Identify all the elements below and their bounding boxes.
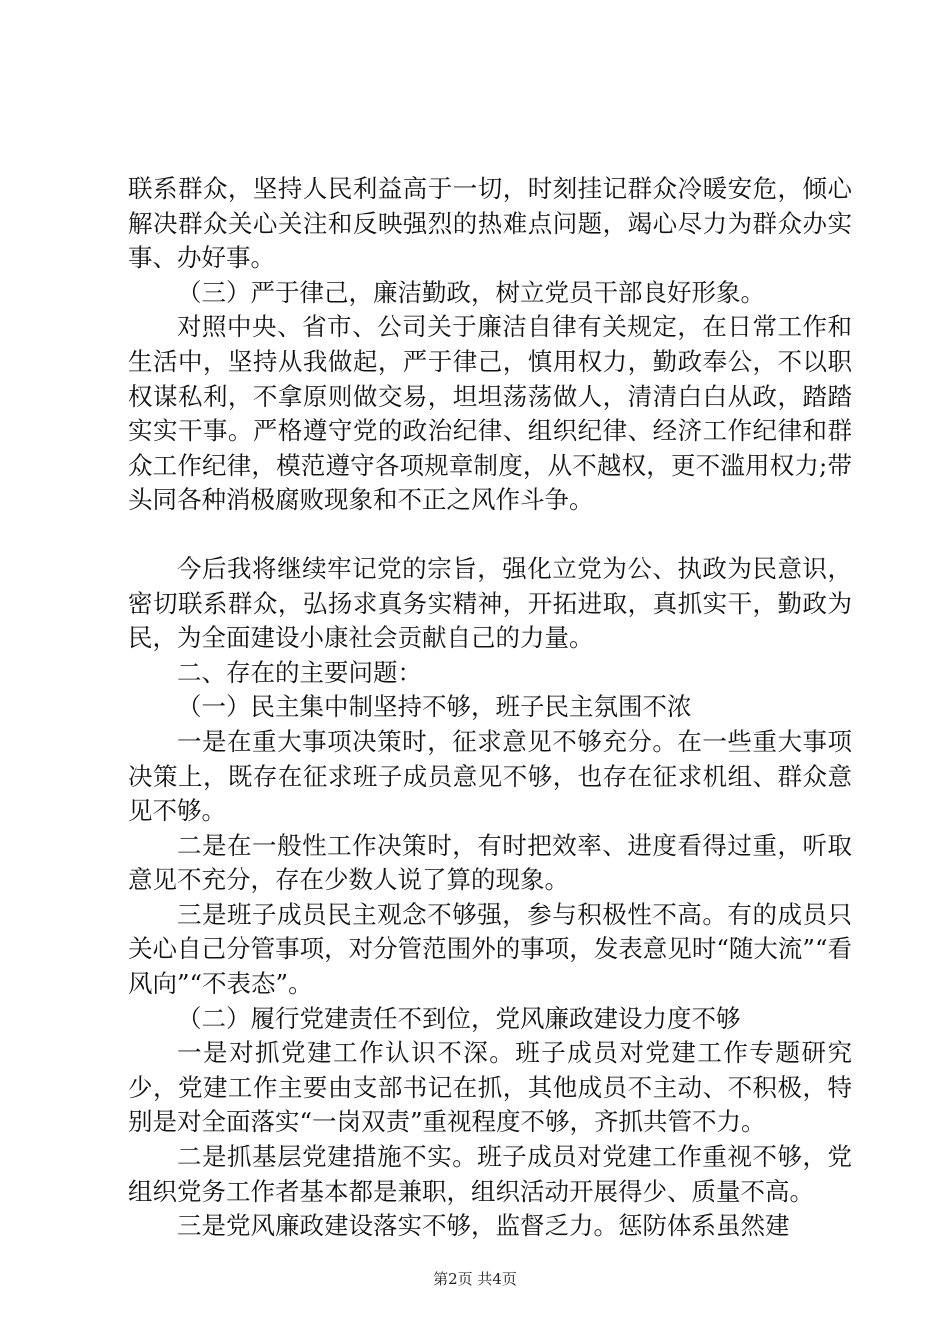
paragraph-integrity: 对照中央、省市、公司关于廉洁自律有关规定，在日常工作和生活中，坚持从我做起，严于律己，慎用权力，勤政奉公，不以职权谋私利，不拿原则做交易，坦坦荡荡做人，清清白白从政，踏踏实实干事。严格遵守党的政治纪律、组织纪律、经济工作纪律和群众工作纪律，模范遵守各项规章制度，从不越权，更不滥用权力;带头同各种消极腐败现象和不正之风作斗争。 xyxy=(128,312,852,515)
paragraph-spacer xyxy=(128,518,852,552)
paragraph-problem-2-1: 一是对抓党建工作认识不深。班子成员对党建工作专题研究少，党建工作主要由支部书记在抓，其他成员不主动、不积极，特别是对全面落实“一岗双责”重视程度不够，齐抓共管不力。 xyxy=(128,1038,852,1137)
paragraph-future-commitment: 今后我将继续牢记党的宗旨，强化立党为公、执政为民意识，密切联系群众，弘扬求真务实精神，开拓进取，真抓实干，勤政为民，为全面建设小康社会贡献自己的力量。 xyxy=(128,553,852,653)
paragraph-problem-1-2: 二是在一般性工作决策时，有时把效率、进度看得过重，听取意见不充分，存在少数人说了算的现象。 xyxy=(128,830,852,895)
paragraph-problem-1-1: 一是在重大事项决策时，征求意见不够充分。在一些重大事项决策上，既存在征求班子成员意见不够，也存在征求机组、群众意见不够。 xyxy=(128,726,852,826)
page-footer: 第2页 共4页 xyxy=(433,1270,517,1288)
document-body xyxy=(128,172,852,1244)
paragraph-problem-2-2: 二是抓基层党建措施不实。班子成员对党建工作重视不够，党组织党务工作者基本都是兼职，组织活动开展得少、质量不高。 xyxy=(128,1142,852,1206)
subsection-heading-1: （一）民主集中制坚持不够，班子民主氛围不浓 xyxy=(177,692,692,722)
paragraph-problem-1-3: 三是班子成员民主观念不够强，参与积极性不高。有的成员只关心自己分管事项，对分管范围外的事项，发表意见时“随大流”“看风向”“不表态”。 xyxy=(128,899,852,999)
section-heading-problems: 二、存在的主要问题： xyxy=(177,657,422,687)
subsection-heading-2: （二）履行党建责任不到位，党风廉政建设力度不够 xyxy=(177,1003,741,1033)
paragraph-continuation: 联系群众，坚持人民利益高于一切，时刻挂记群众冷暖安危，倾心解决群众关心关注和反映强烈的热难点问题，竭心尽力为群众办实事、办好事。 xyxy=(128,174,852,273)
paragraph-problem-2-3: 三是党风廉政建设落实不够，监督乏力。惩防体系虽然建 xyxy=(177,1211,790,1241)
section-heading-3: （三）严于律己，廉洁勤政，树立党员干部良好形象。 xyxy=(177,277,765,307)
